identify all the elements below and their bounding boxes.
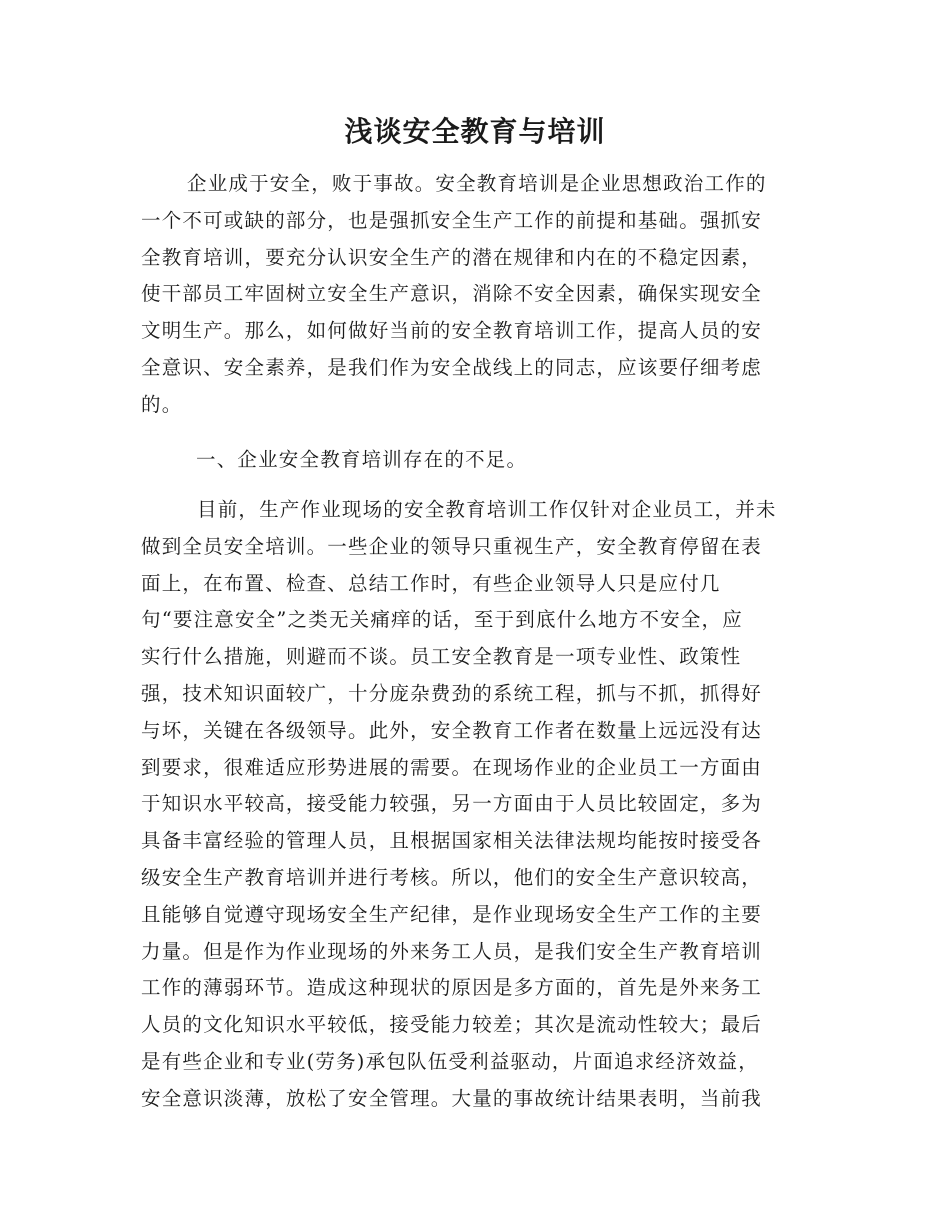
text-line: 句“要注意安全”之类无关痛痒的话，至于到底什么地方不安全，应	[141, 608, 743, 632]
text-line: 是有些企业和专业(劳务)承包队伍受利益驱动，片面追求经济效益，	[141, 1049, 759, 1073]
text-line: 使干部员工牢固树立安全生产意识，消除不安全因素，确保实现安全	[141, 282, 763, 306]
text-line: 且能够自觉遵守现场安全生产纪律，是作业现场安全生产工作的主要	[141, 902, 763, 926]
text-line: 力量。但是作为作业现场的外来务工人员，是我们安全生产教育培训	[141, 939, 763, 963]
text-line: 与坏，关键在各级领导。此外，安全教育工作者在数量上远远没有达	[141, 718, 763, 742]
text-line: 人员的文化知识水平较低，接受能力较差；其次是流动性较大；最后	[141, 1013, 763, 1037]
paragraph-intro	[141, 166, 811, 424]
text-line: 文明生产。那么，如何做好当前的安全教育培训工作，提高人员的安	[141, 319, 763, 343]
text-line: 安全意识淡薄，放松了安全管理。大量的事故统计结果表明，当前我	[141, 1086, 763, 1110]
text-line: 全教育培训，要充分认识安全生产的潜在规律和内在的不稳定因素，	[141, 245, 763, 269]
text-line: 企业成于安全，败于事故。安全教育培训是企业思想政治工作的	[187, 172, 767, 195]
text-line: 目前，生产作业现场的安全教育培训工作仅针对企业员工，并未	[197, 498, 777, 521]
text-line: 于知识水平较高，接受能力较强，另一方面由于人员比较固定，多为	[141, 792, 763, 816]
text-line: 面上，在布置、检查、总结工作时，有些企业领导人只是应付几	[141, 571, 721, 595]
document-title: 浅谈安全教育与培训	[344, 115, 606, 148]
text-line: 全意识、安全素养，是我们作为安全战线上的同志，应该要仔细考虑	[141, 355, 763, 379]
text-line: 做到全员安全培训。一些企业的领导只重视生产，安全教育停留在表	[141, 534, 763, 558]
text-line: 强，技术知识面较广，十分庞杂费劲的系统工程，抓与不抓，抓得好	[141, 681, 763, 705]
text-line: 到要求，很难适应形势进展的需要。在现场作业的企业员工一方面由	[141, 755, 763, 779]
text-line: 的。	[141, 392, 183, 416]
text-line: 一个不可或缺的部分，也是强抓安全生产工作的前提和基础。强抓安	[141, 208, 763, 232]
text-line: 级安全生产教育培训并进行考核。所以，他们的安全生产意识较高，	[141, 865, 763, 889]
text-line: 工作的薄弱环节。造成这种现状的原因是多方面的，首先是外来务工	[141, 976, 763, 1000]
section-heading: 一、企业安全教育培训存在的不足。	[196, 448, 528, 471]
paragraph-body	[141, 492, 811, 1118]
text-line: 实行什么措施，则避而不谈。员工安全教育是一项专业性、政策性	[141, 645, 742, 669]
text-line: 具备丰富经验的管理人员，且根据国家相关法律法规均能按时接受各	[141, 829, 763, 853]
